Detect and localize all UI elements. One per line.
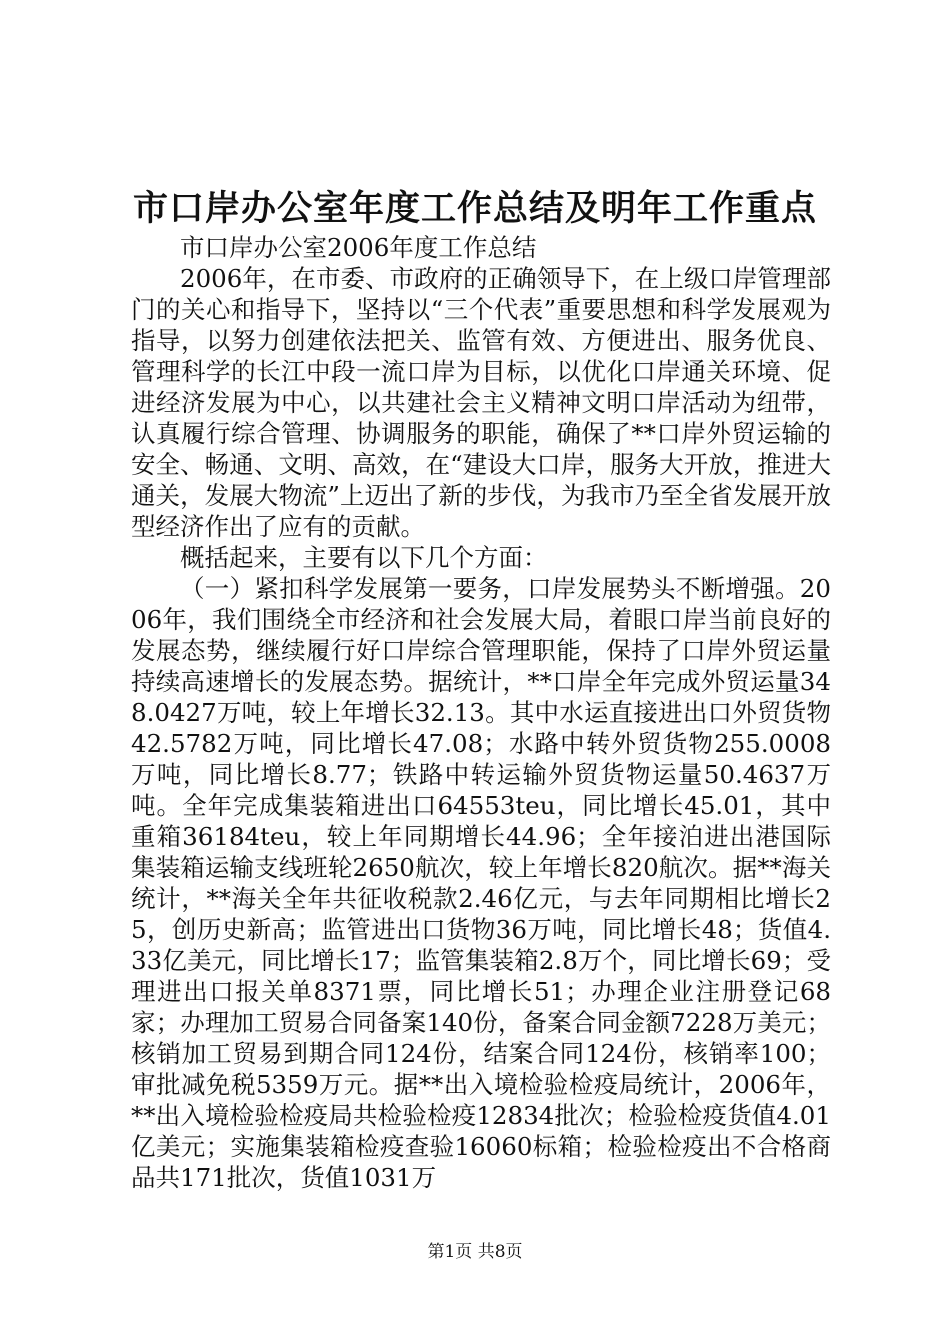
paragraph-intro: 2006年，在市委、市政府的正确领导下，在上级口岸管理部门的关心和指导下，坚持以“三个代表”重要思想和科学发展观为指导，以努力创建依法把关、监管有效、方便进出、服务优良、管理科学的长江中段一流口岸为目标，以优化口岸通关环境、促进经济发展为中心，以共建社会主义精神文明口岸活动为纽带，认真履行综合管理、协调服务的职能，确保了**口岸外贸运输的安全、畅通、文明、高效，在“建设大口岸，服务大开放，推进大通关，发展大物流”上迈出了新的步伐，为我市乃至全省发展开放型经济作出了应有的贡献。 bbox=[131, 264, 831, 541]
document-subtitle: 市口岸办公室2006年度工作总结 bbox=[180, 233, 537, 262]
paragraph-section-one: （一）紧扣科学发展第一要务，口岸发展势头不断增强。2006年，我们围绕全市经济和社会发展大局，着眼口岸当前良好的发展态势，继续履行好口岸综合管理职能，保持了口岸外贸运量持续高速增长的发展态势。据统计，**口岸全年完成外贸运量348.0427万吨，较上年增长32.13。其中水运直接进出口外贸货物42.5782万吨，同比增长47.08；水路中转外贸货物255.0008万吨，同比增长8.77；铁路中转运输外贸货物运量50.4637万吨。全年完成集装箱进出口64553teu，同比增长45.01，其中重箱36184teu，较上年同期增长44.96；全年接泊进出港国际集装箱运输支线班轮2650航次，较上年增长820航次。据**海关统计，**海关全年共征收税款2.46亿元，与去年同期相比增长25，创历史新高；监管进出口货物36万吨，同比增长48；货值4.33亿美元，同比增长17；监管集装箱2.8万个，同比增长69；受理进出口报关单8371票，同比增长51；办理企业注册登记68家；办理加工贸易合同备案140份，备案合同金额7228万美元；核销加工贸易到期合同124份，结案合同124份，核销率100；审批减免税5359万元。据**出入境检验检疫局统计，2006年，**出入境检验检疫局共检验检疫12834批次；检验检疫货值4.01亿美元；实施集装箱检疫查验16060标箱；检验检疫出不合格商品共171批次，货值1031万 bbox=[131, 574, 831, 1192]
paragraph-summary: 概括起来，主要有以下几个方面： bbox=[180, 543, 548, 572]
document-body bbox=[131, 232, 831, 1193]
page-footer: 第1页 共8页 bbox=[427, 1242, 523, 1262]
document-title: 市口岸办公室年度工作总结及明年工作重点 bbox=[132, 188, 817, 229]
